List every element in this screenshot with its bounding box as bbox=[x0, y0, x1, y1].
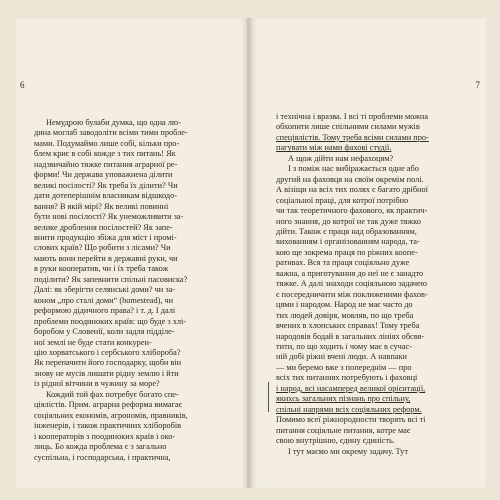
underlined-text-line: і народ, всі насамперед великої орієнтації, bbox=[276, 383, 426, 393]
text-line: вчених в хлопських справах! Тому треба bbox=[276, 321, 420, 331]
text-line: ної землі не буде стати конкурен- bbox=[34, 337, 152, 347]
left-page-text bbox=[34, 118, 230, 463]
text-line: кою ще зокрема праця по ріжних коопе- bbox=[276, 247, 418, 257]
text-line: інженерів, і також практичних хліборобів bbox=[34, 421, 182, 431]
text-line: дійти. Також є праця над образованням, bbox=[276, 226, 417, 236]
text-line: форми! Чи держава уповажнена ділити bbox=[34, 170, 173, 180]
text-line: в руки кооператив, чи і їх треба також bbox=[34, 264, 169, 274]
text-line: велике дроблення посілостей? Як запе- bbox=[34, 222, 173, 232]
text-line: А візіщи на всіх тих полях є багато дрібної bbox=[276, 185, 428, 195]
text-line: Кождий той фах потребує богато спе- bbox=[46, 389, 179, 399]
text-line: дина моглаб заводоліти всіми тими пробле- bbox=[34, 128, 188, 138]
text-line: А щож дійти нам нефахоцям? bbox=[288, 153, 394, 163]
text-line: соціальної праці, для котрої потрібно bbox=[276, 195, 409, 205]
text-line: тяжке. А далі знаходи соціяльною задачею bbox=[276, 279, 427, 289]
text-line: чи так теоретичного фахового, як практич- bbox=[276, 206, 428, 216]
text-line: і технічна і вразва. І всі ті проблеми можна bbox=[276, 112, 429, 121]
text-line: знову не мусів лишати рідну землю і йти bbox=[34, 368, 179, 378]
text-line: коном „про сталі доми“ (homestead), чи bbox=[34, 295, 174, 305]
text-line: соціяльних економів, агрономів, правників, bbox=[34, 410, 188, 420]
underlined-text-line: спільні напрями всіх соціяльних реформ. bbox=[276, 404, 422, 414]
text-line: Як перепачити його господарку, щоби він bbox=[34, 358, 182, 368]
left-page bbox=[16, 18, 248, 488]
text-line: І тут маємо ми окрему задачу. Тут bbox=[288, 446, 408, 456]
text-line: мами. Подумаймо лише собі, кільки про- bbox=[34, 138, 180, 148]
text-line: обхопити лише спільними силами мужів bbox=[276, 122, 420, 132]
text-line: другий на фаховця на своїм окремім полі. bbox=[276, 174, 424, 184]
page-number: 6 bbox=[20, 80, 25, 90]
text-line: бути нові посілості? Як унеможливити за- bbox=[34, 212, 184, 222]
text-line: надзвичайно тяжке питання аграрної ре- bbox=[34, 159, 178, 169]
text-line: ній добі ріжні вчені люди. А навпаки bbox=[276, 352, 407, 362]
text-line: боробом у Словенії, коли задля підділе- bbox=[34, 327, 175, 337]
book-spread bbox=[16, 18, 486, 490]
text-line: мають вони перейти в державні руки, чи bbox=[34, 253, 178, 263]
text-line: всіх тих питаннях потребують і фаховці bbox=[276, 373, 418, 383]
right-page bbox=[250, 18, 486, 488]
text-line: слових країв? Що робити з лісами? Чи bbox=[34, 243, 171, 253]
text-line: реформою дідичного права? і т. д. І далі bbox=[34, 306, 176, 316]
text-line: проблеми поодиноких країв: що буде з хлі- bbox=[34, 316, 187, 326]
text-line: ного знання, до котрої не так дуже тяжко bbox=[276, 216, 421, 226]
text-line: суспільна, і господарська, і практична, bbox=[34, 452, 171, 462]
margin-bracket-mark bbox=[268, 382, 269, 412]
text-line: блем криє в собі кожде з тих питань! Як bbox=[34, 149, 176, 159]
text-line: є посередничити між поклиженими фахов- bbox=[276, 289, 428, 299]
text-line: тих людей довіря, мовляв, по що треба bbox=[276, 310, 414, 320]
underlined-text-line: пагувати між нами фахові студії. bbox=[276, 143, 392, 153]
right-page-text bbox=[276, 112, 472, 457]
text-line: із рідної вітчини в чужину за море? bbox=[34, 379, 160, 389]
underlined-text-line: якихсь загальних пізнань про спільну, bbox=[276, 394, 411, 404]
text-line: Немудрою булаби думка, що одна лю- bbox=[46, 118, 181, 127]
underlined-text-line: спеціялістів. Тому треба всіми силами про- bbox=[276, 132, 429, 142]
text-line: великі посілості? Як треба їх ділити? Чи bbox=[34, 180, 178, 190]
text-line: ративах. Вся та праця соціяльно дуже bbox=[276, 258, 410, 268]
text-line: і кооператорів з поодиноких країв і око- bbox=[34, 431, 176, 441]
text-line: внити продукцію збіжа для міст і промі- bbox=[34, 232, 177, 242]
text-line: вання? В якій мірі? Як великі повинні bbox=[34, 201, 169, 211]
text-line: І з поміж нас вибіражається однe або bbox=[288, 164, 419, 174]
text-line: тити, по що ходить і чому має в сучас- bbox=[276, 341, 412, 351]
text-line: дати дотеперішнім власникам відшкодо- bbox=[34, 191, 178, 201]
text-line: питання соціяльне питання, котре має bbox=[276, 425, 411, 435]
text-line: лиць. Бо кожда проблема є з загально bbox=[34, 442, 167, 452]
text-line: Далі: як зберігти селянські доми? чи за- bbox=[34, 285, 176, 295]
text-line: цями і народом. Народ не має часто до bbox=[276, 300, 413, 310]
text-line: поділити? Як запевнити спільні пасовиска? bbox=[34, 274, 188, 284]
text-line: важна, а приготування до неї не є занадто bbox=[276, 268, 424, 278]
text-line: народовів бодай в загальних лініях обсвя- bbox=[276, 331, 425, 341]
text-line: свою внутрішню, єдину єдиність. bbox=[276, 436, 395, 446]
page-number: 7 bbox=[475, 80, 480, 90]
text-line: — ми беремо вже з попереднім — про bbox=[276, 362, 412, 372]
text-line: ціялістів. Прим. аграрна реформа вимагає bbox=[34, 400, 183, 410]
text-line: вихованням і організованням народа, та- bbox=[276, 237, 420, 247]
text-line: Помимо всеї ріжнородности творять всі ті bbox=[276, 415, 426, 425]
text-line: цію хорватського і сербського хлібороба? bbox=[34, 347, 181, 357]
